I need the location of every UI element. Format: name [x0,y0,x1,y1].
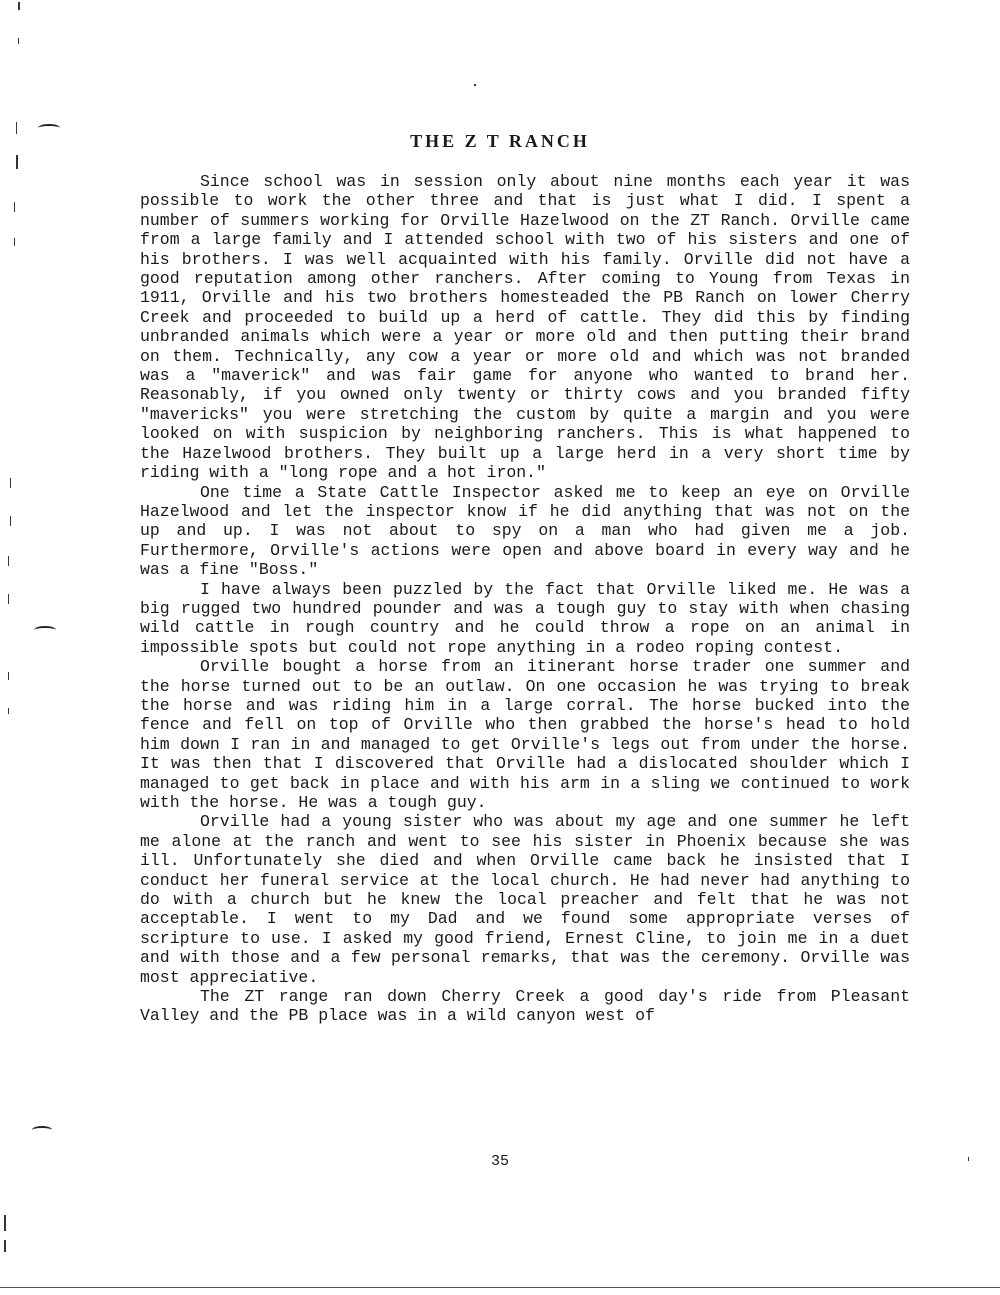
scan-mark [8,594,9,604]
scan-mark [8,556,9,566]
paragraph: Since school was in session only about nine months each year it was possible to work the other three and that is just what I did. I spent a number of summers working for Orville Hazelwood on the ZT Ranch. Orville came from a large family and I attended school with two of his sisters and one of his brothers. I was well acquainted with his family. Orville did not have a good reputation among other ranchers. After coming to Young from Texas in 1911, Orville and his two brothers homesteaded the PB Ranch on lower Cherry Creek and proceeded to build up a herd of cattle. They did this by finding unbranded animals which were a year or more old and then putting their brand on them. Technically, any cow a year or more old and which was not branded was a "maverick" and was fair game for anyone who wanted to brand her. Reasonably, if you owned only twenty or thirty cows and you branded fifty "mavericks" you were stretching the custom by quite a margin and you were looked on with suspicion by neighboring ranchers. This is what happened to the Hazelwood brothers. They built up a large herd in a very short time by riding with a "long rope and a hot iron." [140,172,910,483]
paragraph: Orville had a young sister who was about my age and one summer he left me alone at the ranch and went to see his sister in Phoenix because she was ill. Unfortunately she died and when Orville came back he insisted that I conduct her funeral service at the local church. He had never had anything to do with a church but he knew the local preacher and felt that he was not acceptable. I went to my Dad and we found some appropriate verses of scripture to use. I asked my good friend, Ernest Cline, to join me in a duet and with those and a few personal remarks, that was the ceremony. Orville was most appreciative. [140,812,910,987]
scan-mark [34,626,56,634]
paragraph: Orville bought a horse from an itinerant horse trader one summer and the horse turned out to be an outlaw. On one occasion he was trying to break the horse and was riding him in a large corral. The horse bucked into the fence and fell on top of Orville who then grabbed the horse's head to hold him down I ran in and managed to get Orville's legs out from under the horse. It was then that I discovered that Orville had a dislocated shoulder which I managed to get back in place and with his arm in a sling we continued to work with the horse. He was a tough guy. [140,657,910,812]
scan-mark [474,84,476,86]
scan-mark [4,1240,6,1252]
scan-mark [14,238,15,246]
scan-mark [18,2,20,10]
body-text [140,172,910,1026]
scan-mark [32,1126,52,1134]
paragraph: The ZT range ran down Cherry Creek a good day's ride from Pleasant Valley and the PB place was in a wild canyon west of [140,987,910,1026]
paragraph: I have always been puzzled by the fact that Orville liked me. He was a big rugged two hundred pounder and was a tough guy to stay with when chasing wild cattle in rough country and he could throw a rope on an animal in impossible spots but could not rope anything in a rodeo roping contest. [140,579,910,657]
scan-mark [8,708,9,714]
scan-mark [10,516,11,526]
scan-mark [16,155,18,169]
page-number: 35 [490,1153,509,1170]
scan-mark [14,202,15,212]
scan-edge-line [0,1287,1000,1288]
paragraph: One time a State Cattle Inspector asked me to keep an eye on Orville Hazelwood and let the inspector know if he did anything that was not on the up and up. I was not about to spy on a man who had given me a job. Furthermore, Orville's actions were open and above board in every way and he was a fine "Boss." [140,482,910,580]
scan-mark [4,1215,6,1231]
scan-mark [18,38,19,44]
page-title: THE Z T RANCH [410,131,590,151]
scan-mark [10,478,11,488]
scan-mark [8,672,9,680]
